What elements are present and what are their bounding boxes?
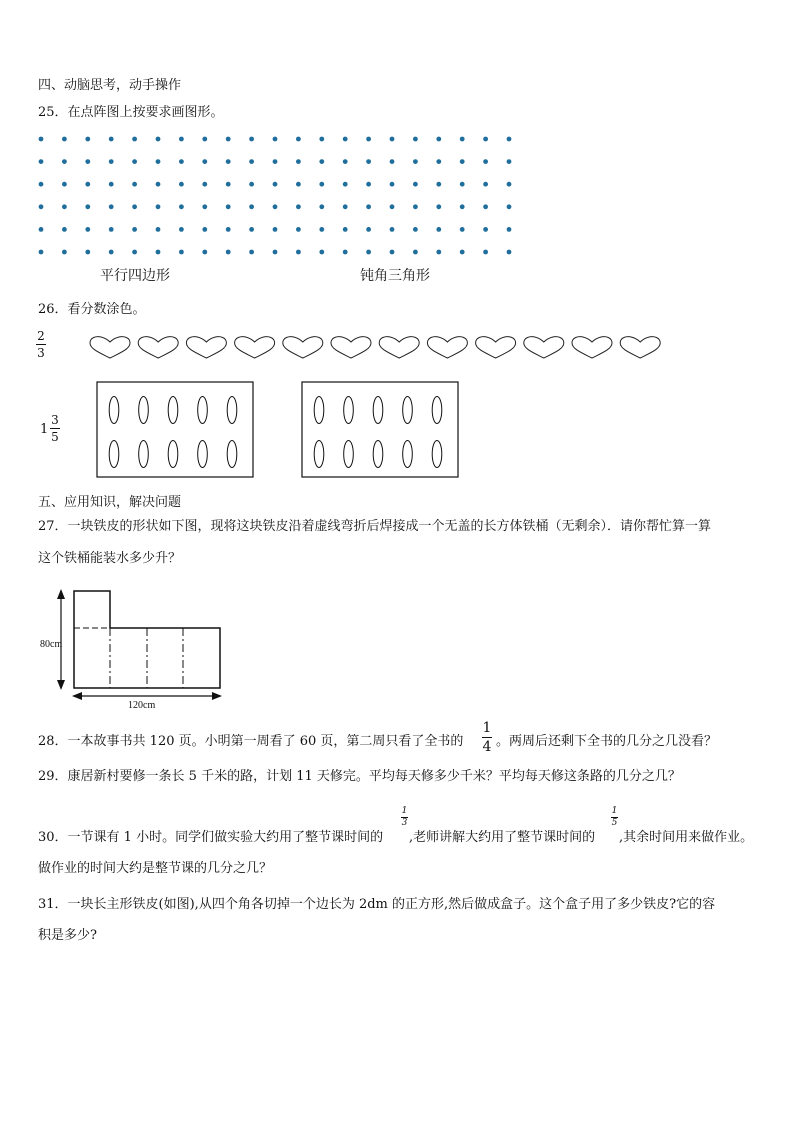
grid-dot — [507, 137, 512, 142]
mixed-fraction-whole: 1 — [40, 422, 49, 437]
grid-dot — [366, 182, 371, 187]
oval-shape — [168, 397, 178, 424]
grid-dot — [460, 137, 465, 142]
grid-dot — [319, 137, 324, 142]
grid-dot — [249, 204, 254, 209]
heart-shape — [186, 337, 226, 358]
grid-dot — [226, 227, 231, 232]
grid-dot — [273, 204, 278, 209]
oval-shape — [373, 397, 383, 424]
question-28-text-b: 。两周后还剩下全书的几分之几没看？ — [496, 734, 718, 749]
grid-dot — [179, 137, 184, 142]
grid-dot — [202, 250, 207, 255]
grid-dot — [132, 250, 137, 255]
grid-dot — [460, 204, 465, 209]
grid-dot — [156, 137, 161, 142]
grid-dot — [319, 250, 324, 255]
grid-dot — [62, 250, 67, 255]
grid-dot — [62, 227, 67, 232]
grid-dot — [156, 227, 161, 232]
oval-shape — [373, 441, 383, 468]
grid-dot — [296, 204, 301, 209]
grid-dot — [85, 137, 90, 142]
heart-shape — [620, 337, 660, 358]
grid-dot — [390, 182, 395, 187]
fraction-one-quarter — [482, 721, 492, 754]
grid-dot — [273, 250, 278, 255]
grid-dot — [296, 137, 301, 142]
grid-dot — [483, 227, 488, 232]
question-30-text-b: ,老师讲解大约用了整节课时间的 — [409, 830, 596, 845]
grid-dot — [132, 204, 137, 209]
grid-dot — [179, 204, 184, 209]
grid-dot — [296, 227, 301, 232]
grid-dot — [460, 250, 465, 255]
tin-sheet-figure — [38, 585, 238, 715]
oval-shape — [432, 397, 442, 424]
grid-dot — [343, 182, 348, 187]
grid-dot — [413, 159, 418, 164]
heart-shape — [138, 337, 178, 358]
oval-shape — [403, 441, 413, 468]
question-30-text-a: 30．一节课有 1 小时。同学们做实验大约用了整节课时间的 — [38, 830, 384, 845]
grid-dot — [343, 137, 348, 142]
oval-shape — [344, 441, 354, 468]
oval-shape — [109, 397, 119, 424]
grid-dot — [343, 204, 348, 209]
grid-dot — [202, 182, 207, 187]
grid-dot — [85, 227, 90, 232]
grid-dot — [249, 227, 254, 232]
grid-dot — [156, 159, 161, 164]
grid-dot — [343, 159, 348, 164]
heart-shape — [379, 337, 419, 358]
grid-dot — [413, 182, 418, 187]
heart-shape — [235, 337, 275, 358]
grid-dot — [179, 250, 184, 255]
grid-dot — [226, 182, 231, 187]
grid-dot — [460, 182, 465, 187]
dot-grid — [34, 131, 514, 261]
oval-shape — [139, 397, 149, 424]
fraction-one-fifth — [611, 807, 618, 828]
grid-dot — [507, 182, 512, 187]
question-30-line2: 做作业的时间大约是整节课的几分之几？ — [38, 861, 273, 876]
grid-dot — [413, 250, 418, 255]
question-27-line1: 27．一块铁皮的形状如下图，现将这块铁皮沿着虚线弯折后焊接成一个无盖的长方体铁桶（无剩余）．请你帮忙算一算 — [38, 519, 712, 534]
question-29: 29．康居新村要修一条长 5 千米的路，计划 11 天修完。平均每天修多少千米？平均每天修这条路的几分之几？ — [38, 769, 681, 784]
grid-dot — [109, 250, 114, 255]
grid-dot — [319, 159, 324, 164]
grid-dot — [109, 227, 114, 232]
grid-dot — [156, 250, 161, 255]
grid-dot — [390, 204, 395, 209]
grid-dot — [39, 182, 44, 187]
section-heading-4: 四、动脑思考，动手操作 — [38, 78, 182, 93]
ovals-box-left — [96, 381, 256, 479]
grid-dot — [226, 204, 231, 209]
fraction-three-fifths — [50, 414, 60, 443]
grid-dot — [132, 227, 137, 232]
width-dimension-label: 120cm — [128, 700, 156, 711]
question-25-title: 25．在点阵图上按要求画图形。 — [38, 105, 224, 120]
oval-shape — [314, 441, 324, 468]
grid-dot — [507, 250, 512, 255]
grid-dot — [249, 182, 254, 187]
grid-dot — [109, 137, 114, 142]
grid-dot — [366, 250, 371, 255]
grid-dot — [132, 159, 137, 164]
oval-shape — [432, 441, 442, 468]
grid-dot — [390, 159, 395, 164]
oval-shape — [198, 441, 208, 468]
grid-dot — [366, 227, 371, 232]
oval-shape — [314, 397, 324, 424]
grid-dot — [273, 227, 278, 232]
grid-dot — [460, 227, 465, 232]
fraction-numerator: 1 — [401, 806, 408, 816]
grid-dot — [226, 250, 231, 255]
grid-dot — [483, 250, 488, 255]
grid-dot — [226, 159, 231, 164]
grid-dot — [507, 204, 512, 209]
grid-dot — [39, 137, 44, 142]
oval-shape — [168, 441, 178, 468]
grid-dot — [226, 137, 231, 142]
grid-dot — [62, 159, 67, 164]
heart-shape — [524, 337, 564, 358]
grid-dot — [436, 204, 441, 209]
heart-shape — [283, 337, 323, 358]
grid-dot — [39, 204, 44, 209]
heart-shape — [572, 337, 612, 358]
oval-box-frame — [302, 382, 458, 477]
hearts-row — [88, 334, 668, 364]
grid-dot — [85, 159, 90, 164]
grid-dot — [483, 137, 488, 142]
fraction-numerator: 3 — [51, 413, 59, 427]
section-heading-5: 五、应用知识，解决问题 — [38, 495, 182, 510]
grid-dot — [62, 182, 67, 187]
grid-dot — [39, 159, 44, 164]
oval-shape — [139, 441, 149, 468]
fraction-denominator: 3 — [37, 346, 45, 360]
grid-dot — [296, 182, 301, 187]
grid-dot — [319, 227, 324, 232]
oval-shape — [403, 397, 413, 424]
heart-shape — [90, 337, 130, 358]
grid-dot — [296, 250, 301, 255]
heart-shape — [331, 337, 371, 358]
ovals-box-right — [301, 381, 461, 479]
fraction-two-thirds — [36, 330, 46, 359]
fraction-one-third — [401, 807, 408, 828]
grid-dot — [436, 182, 441, 187]
heart-shape — [476, 337, 516, 358]
grid-dot — [156, 204, 161, 209]
grid-dot — [436, 227, 441, 232]
grid-dot — [366, 137, 371, 142]
grid-dot — [179, 159, 184, 164]
grid-dot — [483, 159, 488, 164]
grid-dot — [132, 137, 137, 142]
question-30-text-c: ,其余时间用来做作业。 — [619, 830, 754, 845]
grid-dot — [109, 182, 114, 187]
fraction-denominator: 5 — [611, 818, 618, 828]
question-28-text-a: 28．一本故事书共 120 页。小明第一周看了 60 页，第二周只看了全书的 — [38, 734, 464, 749]
grid-dot — [436, 137, 441, 142]
grid-dot — [85, 182, 90, 187]
grid-dot — [413, 204, 418, 209]
grid-dot — [109, 204, 114, 209]
oval-shape — [227, 441, 237, 468]
oval-shape — [227, 397, 237, 424]
grid-dot — [390, 250, 395, 255]
grid-dot — [179, 182, 184, 187]
grid-dot — [249, 159, 254, 164]
label-parallelogram: 平行四边形 — [100, 268, 170, 284]
oval-shape — [344, 397, 354, 424]
grid-dot — [202, 137, 207, 142]
grid-dot — [343, 227, 348, 232]
grid-dot — [436, 159, 441, 164]
fraction-denominator: 4 — [482, 739, 492, 755]
oval-box-frame — [97, 382, 253, 477]
grid-dot — [109, 159, 114, 164]
grid-dot — [343, 250, 348, 255]
grid-dot — [273, 137, 278, 142]
grid-dot — [202, 204, 207, 209]
oval-shape — [109, 441, 119, 468]
grid-dot — [390, 137, 395, 142]
grid-dot — [319, 204, 324, 209]
oval-shape — [198, 397, 208, 424]
question-27-line2: 这个铁桶能装水多少升？ — [38, 551, 182, 566]
fraction-numerator: 1 — [482, 720, 492, 736]
heart-shape — [427, 337, 467, 358]
question-31-line2: 积是多少? — [38, 928, 97, 943]
grid-dot — [132, 182, 137, 187]
grid-dot — [319, 182, 324, 187]
grid-dot — [273, 159, 278, 164]
grid-dot — [390, 227, 395, 232]
grid-dot — [296, 159, 301, 164]
grid-dot — [39, 250, 44, 255]
grid-dot — [483, 182, 488, 187]
grid-dot — [436, 250, 441, 255]
grid-dot — [179, 227, 184, 232]
fraction-numerator: 1 — [611, 806, 618, 816]
grid-dot — [62, 137, 67, 142]
grid-dot — [62, 204, 67, 209]
grid-dot — [366, 159, 371, 164]
grid-dot — [460, 159, 465, 164]
grid-dot — [85, 204, 90, 209]
grid-dot — [273, 182, 278, 187]
fraction-denominator: 5 — [51, 430, 59, 444]
grid-dot — [507, 159, 512, 164]
question-31-line1: 31．一块长主形铁皮(如图),从四个角各切掉一个边长为 2dm 的正方形,然后做成盒子。这个盒子用了多少铁皮?它的容 — [38, 897, 716, 912]
grid-dot — [202, 159, 207, 164]
grid-dot — [413, 137, 418, 142]
height-dimension-label: 80cm — [40, 639, 63, 650]
label-obtuse-triangle: 钝角三角形 — [360, 268, 430, 284]
grid-dot — [85, 250, 90, 255]
grid-dot — [39, 227, 44, 232]
grid-dot — [483, 204, 488, 209]
grid-dot — [249, 250, 254, 255]
grid-dot — [202, 227, 207, 232]
grid-dot — [366, 204, 371, 209]
grid-dot — [156, 182, 161, 187]
grid-dot — [507, 227, 512, 232]
fraction-numerator: 2 — [37, 329, 45, 343]
fraction-denominator: 3 — [401, 818, 408, 828]
question-26-title: 26．看分数涂色。 — [38, 302, 146, 317]
grid-dot — [413, 227, 418, 232]
grid-dot — [249, 137, 254, 142]
